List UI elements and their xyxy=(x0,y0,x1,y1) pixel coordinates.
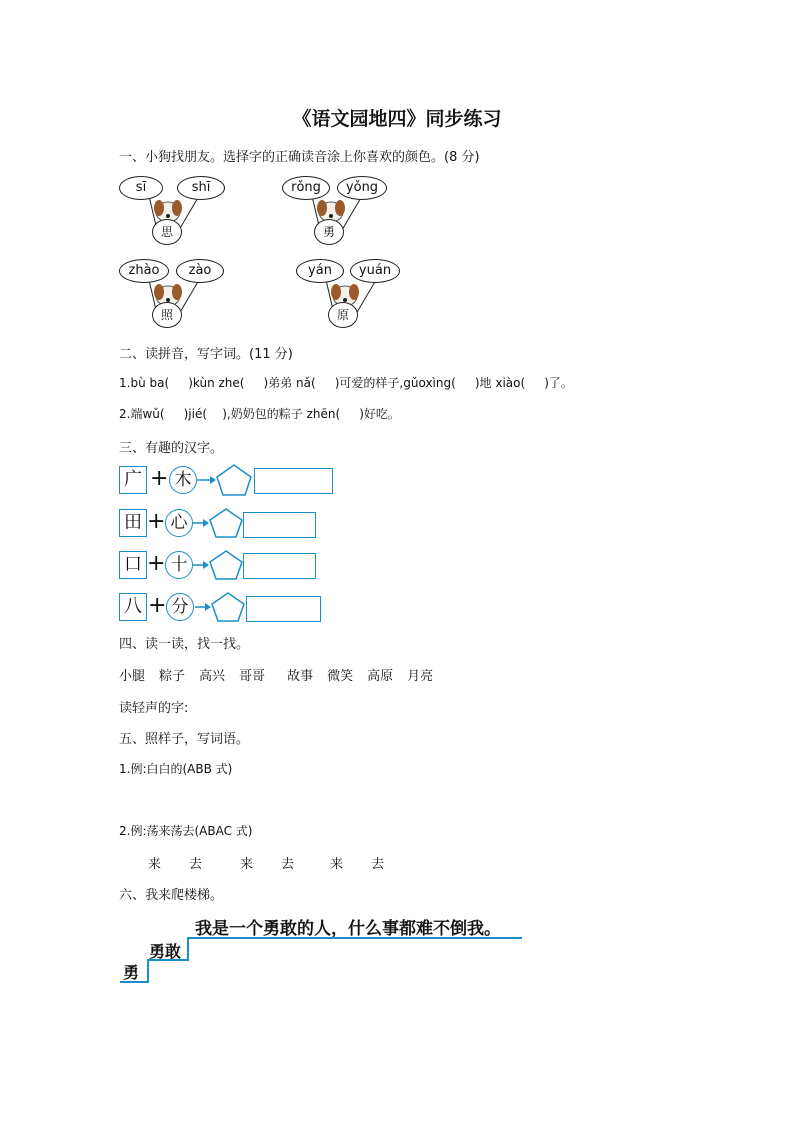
answer-box[interactable] xyxy=(243,512,316,538)
pinyin-option-left[interactable]: rǒng xyxy=(282,176,330,200)
component-circle: 木 xyxy=(169,466,197,494)
pattern-char: 来 xyxy=(148,857,162,872)
pattern-char: 去 xyxy=(281,857,295,872)
word-item: 粽子 xyxy=(159,669,186,684)
answer-box[interactable] xyxy=(243,553,316,579)
component-circle: 分 xyxy=(166,593,194,621)
abac-pattern xyxy=(148,853,384,872)
section6-heading: 六、我来爬楼梯。 xyxy=(119,888,224,903)
pinyin-option-right[interactable]: zào xyxy=(176,259,224,283)
word-item: 微笑 xyxy=(327,669,354,684)
answer-box[interactable] xyxy=(246,596,321,622)
neutral-tone-prompt: 读轻声的字: xyxy=(119,701,189,716)
pattern-char: 去 xyxy=(371,857,385,872)
plus-sign: + xyxy=(150,466,169,491)
abb-example: 1.例:白白的(ABB 式) xyxy=(119,762,233,776)
radical-box: 口 xyxy=(119,551,147,579)
target-char: 勇 xyxy=(314,219,344,245)
pinyin-option-right[interactable]: shī xyxy=(177,176,225,200)
word-list xyxy=(119,665,433,684)
arrow-pentagon-icon xyxy=(192,547,246,583)
pinyin-exercise-line-2: 2.端wǔ( )jié( ),奶奶包的粽子 zhēn( )好吃。 xyxy=(119,407,400,421)
pinyin-option-right[interactable]: yuán xyxy=(350,259,400,283)
plus-sign: + xyxy=(147,509,166,534)
plus-sign: + xyxy=(147,551,166,576)
target-char: 照 xyxy=(152,302,182,328)
word-item: 哥哥 xyxy=(239,669,266,684)
staircase-step-2: 勇敢 xyxy=(149,942,182,961)
staircase-sentence: 我是一个勇敢的人，什么事都难不倒我。 xyxy=(195,919,501,939)
section1-heading: 一、小狗找朋友。选择字的正确读音涂上你喜欢的颜色。(8 分) xyxy=(119,150,480,165)
section5-heading: 五、照样子，写词语。 xyxy=(119,732,250,747)
section4-heading: 四、读一读，找一找。 xyxy=(119,637,250,652)
staircase-lines xyxy=(118,934,528,984)
component-circle: 十 xyxy=(165,551,193,579)
word-item: 月亮 xyxy=(407,669,434,684)
plus-sign: + xyxy=(148,593,167,618)
arrow-pentagon-icon xyxy=(196,462,256,498)
answer-box[interactable] xyxy=(254,468,333,494)
pinyin-option-left[interactable]: zhào xyxy=(119,259,169,283)
abac-example: 2.例:荡来荡去(ABAC 式) xyxy=(119,824,253,838)
pattern-char: 来 xyxy=(330,857,344,872)
arrow-pentagon-icon xyxy=(192,505,246,541)
pinyin-option-left[interactable]: yán xyxy=(296,259,344,283)
word-item: 故事 xyxy=(287,669,314,684)
target-char: 原 xyxy=(328,302,358,328)
pattern-char: 去 xyxy=(189,857,203,872)
pinyin-option-left[interactable]: sī xyxy=(119,176,163,200)
radical-box: 田 xyxy=(119,509,147,537)
section3-heading: 三、有趣的汉字。 xyxy=(119,441,224,456)
pinyin-exercise-line-1: 1.bù ba( )kùn zhe( )弟弟 nǎ( )可爱的样子,gǔoxìng( )地 xiào( )了。 xyxy=(119,376,573,390)
arrow-pentagon-icon xyxy=(194,589,250,625)
page-title: 《语文园地四》同步练习 xyxy=(292,108,502,130)
word-item: 小腿 xyxy=(119,669,146,684)
radical-box: 八 xyxy=(119,593,147,621)
section2-heading: 二、读拼音，写字词。(11 分) xyxy=(119,347,293,362)
word-item: 高兴 xyxy=(199,669,226,684)
word-item: 高原 xyxy=(367,669,394,684)
staircase-step-1: 勇 xyxy=(123,963,140,982)
radical-box: 广 xyxy=(119,466,147,494)
target-char: 思 xyxy=(152,219,182,245)
component-circle: 心 xyxy=(165,509,193,537)
pinyin-option-right[interactable]: yǒng xyxy=(337,176,387,200)
pattern-char: 来 xyxy=(240,857,254,872)
